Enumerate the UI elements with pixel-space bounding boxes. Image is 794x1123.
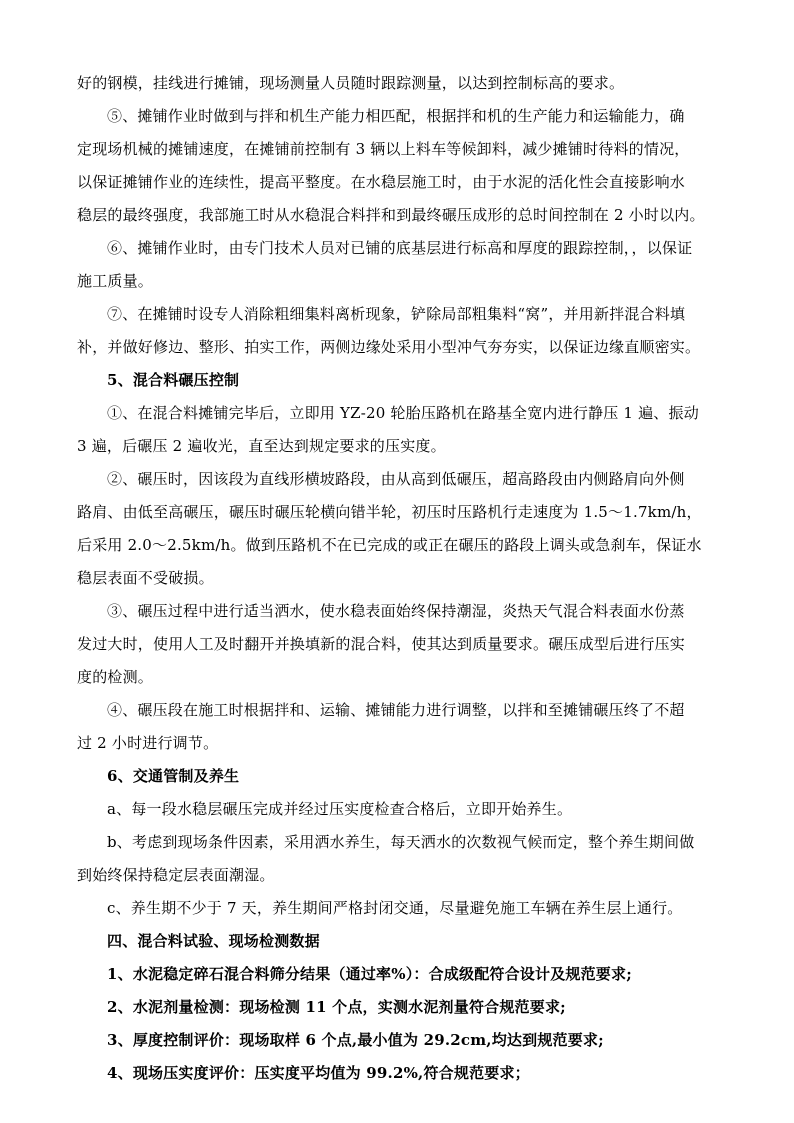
paragraph-line: b、考虑到现场条件因素，采用洒水养生，每天洒水的次数视气候而定，整个养生期间做 xyxy=(107,833,695,851)
paragraph-line: 补，并做好修边、整形、拍实工作，两侧边缘处采用小型冲气夯夯实，以保证边缘直顺密实。 xyxy=(77,338,701,356)
paragraph-line: 后采用 2.0～2.5km/h。做到压路机不在已完成的或正在碾压的路段上调头或急刹车，保证水 xyxy=(77,536,702,554)
paragraph-line: ①、在混合料摊铺完毕后，立即用 YZ-20 轮胎压路机在路基全宽内进行静压 1 遍、振动 xyxy=(107,404,699,422)
section-heading: 6、交通管制及养生 xyxy=(107,767,240,785)
paragraph-line: 施工质量。 xyxy=(77,272,154,290)
paragraph-line: 路肩、由低至高碾压，碾压时碾压轮横向错半轮，初压时压路机行走速度为 1.5～1.7km/h， xyxy=(77,503,702,521)
result-line: 2、水泥剂量检测：现场检测 11 个点，实测水泥剂量符合规范要求; xyxy=(107,998,566,1016)
result-line: 1、水泥稳定碎石混合料筛分结果（通过率%）：合成级配符合设计及规范要求; xyxy=(107,965,632,983)
paragraph-line: c、养生期不少于 7 天，养生期间严格封闭交通，尽量避免施工车辆在养生层上通行。 xyxy=(107,899,683,917)
result-line: 3、厚度控制评价：现场取样 6 个点,最小值为 29.2cm,均达到规范要求; xyxy=(107,1031,604,1049)
paragraph-line: ②、碾压时，因该段为直线形横坡路段，由从高到低碾压，超高路段由内侧路肩向外侧 xyxy=(107,470,685,488)
paragraph-line: ④、碾压段在施工时根据拌和、运输、摊铺能力进行调整，以拌和至摊铺碾压终了不超 xyxy=(107,701,685,719)
paragraph-line: 好的钢模，挂线进行摊铺，现场测量人员随时跟踪测量，以达到控制标高的要求。 xyxy=(77,74,625,92)
paragraph-line: ⑥、摊铺作业时，由专门技术人员对已铺的底基层进行标高和厚度的跟踪控制，，以保证 xyxy=(107,239,693,257)
paragraph-line: ⑦、在摊铺时设专人消除粗细集料离析现象，铲除局部粗集料“窝”，并用新拌混合料填 xyxy=(107,305,686,323)
paragraph-line: 度的检测。 xyxy=(77,668,154,686)
paragraph-line: 定现场机械的摊铺速度，在摊铺前控制有 3 辆以上料车等候卸料，减少摊铺时待料的情况， xyxy=(77,140,690,158)
paragraph-line: ⑤、摊铺作业时做到与拌和机生产能力相匹配，根据拌和机的生产能力和运输能力，确 xyxy=(107,107,685,125)
paragraph-line: ③、碾压过程中进行适当洒水，使水稳表面始终保持潮湿，炎热天气混合料表面水份蒸 xyxy=(107,602,685,620)
paragraph-line: 稳层的最终强度，我部施工时从水稳混合料拌和到最终碾压成形的总时间控制在 2 小时以内。 xyxy=(77,206,705,224)
result-line: 4、现场压实度评价：压实度平均值为 99.2%,符合规范要求； xyxy=(107,1064,530,1082)
paragraph-line: a、每一段水稳层碾压完成并经过压实度检查合格后，立即开始养生。 xyxy=(107,800,573,818)
section-heading: 四、混合料试验、现场检测数据 xyxy=(107,932,320,950)
paragraph-line: 3 遍，后碾压 2 遍收光，直至达到规定要求的压实度。 xyxy=(77,437,446,455)
paragraph-line: 到始终保持稳定层表面潮湿。 xyxy=(77,866,275,884)
paragraph-line: 稳层表面不受破损。 xyxy=(77,569,214,587)
paragraph-line: 以保证摊铺作业的连续性，提高平整度。在水稳层施工时，由于水泥的活化性会直接影响水 xyxy=(77,173,686,191)
paragraph-line: 发过大时，使用人工及时翻开并换填新的混合料，使其达到质量要求。碾压成型后进行压实 xyxy=(77,635,686,653)
paragraph-line: 过 2 小时进行调节。 xyxy=(77,734,219,752)
section-heading: 5、混合料碾压控制 xyxy=(107,371,240,389)
